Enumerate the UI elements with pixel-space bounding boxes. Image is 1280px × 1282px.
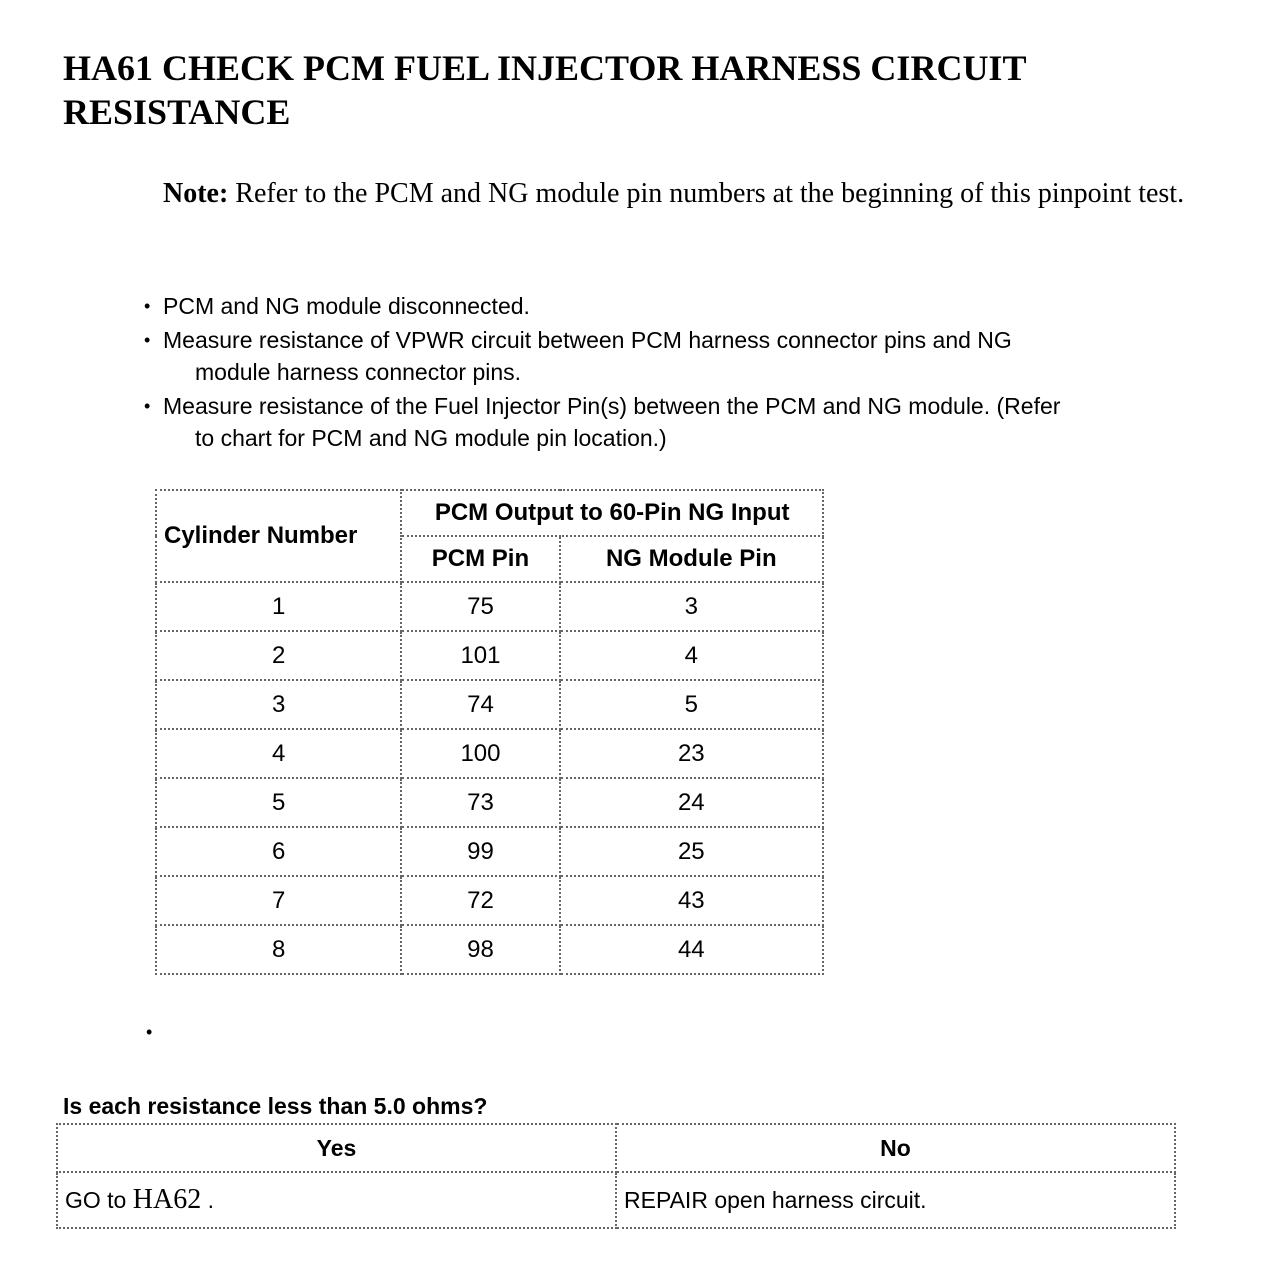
ng-pin-cell: 3 xyxy=(560,582,823,631)
no-header: No xyxy=(616,1124,1175,1172)
procedure-steps xyxy=(144,290,1264,456)
cylinder-cell: 5 xyxy=(156,778,401,827)
ng-pin-cell: 43 xyxy=(560,876,823,925)
ng-pin-cell: 25 xyxy=(560,827,823,876)
cylinder-cell: 8 xyxy=(156,925,401,974)
table-row xyxy=(156,778,823,827)
cylinder-cell: 2 xyxy=(156,631,401,680)
pcm-pin-cell: 72 xyxy=(401,876,559,925)
note-label: Note: xyxy=(163,178,229,209)
note xyxy=(163,174,1243,214)
bullet-icon: • xyxy=(144,396,151,416)
table-row xyxy=(156,876,823,925)
table-row xyxy=(156,582,823,631)
ng-pin-cell: 24 xyxy=(560,778,823,827)
page-title: HA61 CHECK PCM FUEL INJECTOR HARNESS CIRCUIT RESISTANCE xyxy=(63,48,1026,132)
cylinder-number-header: Cylinder Number xyxy=(156,490,401,582)
cylinder-cell: 4 xyxy=(156,729,401,778)
yes-action-prefix: GO to xyxy=(65,1187,133,1213)
pcm-pin-cell: 73 xyxy=(401,778,559,827)
step-text: Measure resistance of VPWR circuit between PCM harness connector pins and NG xyxy=(163,327,1012,353)
ng-pin-cell: 23 xyxy=(560,729,823,778)
pcm-output-group-header: PCM Output to 60-Pin NG Input xyxy=(401,490,823,536)
ng-pin-cell: 5 xyxy=(560,680,823,729)
bullet-icon: • xyxy=(144,330,151,350)
pcm-pin-cell: 74 xyxy=(401,680,559,729)
step-text-continued: to chart for PCM and NG module pin location.) xyxy=(195,425,667,451)
list-item xyxy=(144,390,1264,454)
cylinder-cell: 7 xyxy=(156,876,401,925)
yes-action-suffix: . xyxy=(201,1187,214,1213)
answer-table xyxy=(56,1123,1176,1229)
step-text: PCM and NG module disconnected. xyxy=(163,293,530,319)
ng-pin-cell: 44 xyxy=(560,925,823,974)
table-row xyxy=(156,729,823,778)
table-row xyxy=(156,680,823,729)
ng-module-pin-header: NG Module Pin xyxy=(560,536,823,582)
ha62-link[interactable]: HA62 xyxy=(132,1184,202,1215)
cylinder-cell: 1 xyxy=(156,582,401,631)
ng-pin-cell: 4 xyxy=(560,631,823,680)
cylinder-cell: 6 xyxy=(156,827,401,876)
bullet-icon: • xyxy=(144,296,151,316)
injector-pin-table xyxy=(155,489,824,975)
pcm-pin-header: PCM Pin xyxy=(401,536,559,582)
step-text: Measure resistance of the Fuel Injector Pin(s) between the PCM and NG module. (Refer xyxy=(163,393,1061,419)
list-item xyxy=(144,324,1264,388)
pcm-pin-cell: 98 xyxy=(401,925,559,974)
pcm-pin-cell: 100 xyxy=(401,729,559,778)
yes-header: Yes xyxy=(57,1124,616,1172)
yes-action-cell xyxy=(57,1172,616,1228)
step-text-continued: module harness connector pins. xyxy=(195,359,522,385)
question-text: Is each resistance less than 5.0 ohms? xyxy=(63,1093,488,1119)
no-action-cell: REPAIR open harness circuit. xyxy=(616,1172,1175,1228)
pcm-pin-cell: 99 xyxy=(401,827,559,876)
empty-bullet-icon: • xyxy=(146,1022,153,1042)
pcm-pin-cell: 101 xyxy=(401,631,559,680)
list-item xyxy=(144,290,1264,322)
pcm-pin-cell: 75 xyxy=(401,582,559,631)
note-text: Refer to the PCM and NG module pin numbers at the beginning of this pinpoint test. xyxy=(228,178,1185,209)
table-row xyxy=(156,925,823,974)
table-row xyxy=(156,631,823,680)
table-row xyxy=(156,827,823,876)
cylinder-cell: 3 xyxy=(156,680,401,729)
